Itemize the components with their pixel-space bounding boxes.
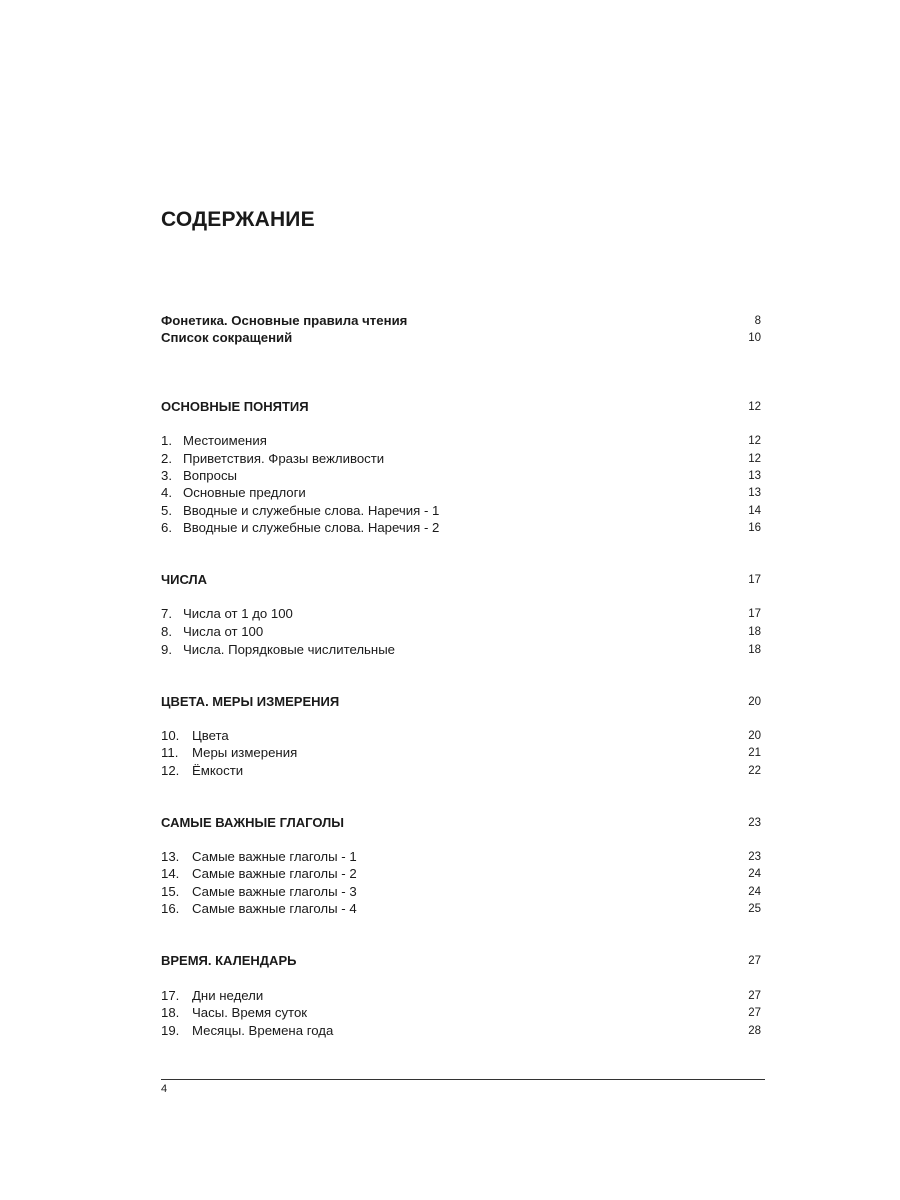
toc-item-label: Приветствия. Фразы вежливости bbox=[183, 451, 385, 466]
section-heading-label: ЧИСЛА bbox=[161, 572, 208, 587]
toc-item[interactable] bbox=[161, 484, 761, 502]
toc-item-number: 2. bbox=[161, 451, 172, 466]
toc-item-page: 12 bbox=[748, 453, 761, 465]
toc-page bbox=[161, 0, 765, 1200]
toc-section-heading[interactable] bbox=[161, 952, 761, 970]
section-heading-label: ОСНОВНЫЕ ПОНЯТИЯ bbox=[161, 399, 309, 414]
toc-item-number: 5. bbox=[161, 503, 172, 518]
toc-item[interactable] bbox=[161, 883, 761, 901]
toc-item-number: 13. bbox=[161, 849, 180, 864]
toc-item-page: 20 bbox=[748, 730, 761, 742]
section-heading-label: ВРЕМЯ. КАЛЕНДАРЬ bbox=[161, 953, 297, 968]
toc-item-label: Местоимения bbox=[183, 433, 267, 448]
toc-item[interactable] bbox=[161, 467, 761, 485]
toc-item-label: Часы. Время суток bbox=[192, 1005, 308, 1020]
toc-item-number: 6. bbox=[161, 520, 172, 535]
toc-item[interactable] bbox=[161, 1022, 761, 1040]
toc-item-page: 22 bbox=[748, 765, 761, 777]
toc-entry-abbreviations[interactable] bbox=[161, 329, 761, 347]
toc-item-page: 12 bbox=[748, 435, 761, 447]
toc-item-page: 18 bbox=[748, 626, 761, 638]
toc-item-number: 14. bbox=[161, 866, 180, 881]
toc-section-heading[interactable] bbox=[161, 814, 761, 832]
toc-section-heading[interactable] bbox=[161, 398, 761, 416]
toc-item-label: Основные предлоги bbox=[183, 485, 306, 500]
toc-item[interactable] bbox=[161, 865, 761, 883]
toc-item[interactable] bbox=[161, 727, 761, 745]
page-number: 4 bbox=[161, 1083, 168, 1095]
toc-item-label: Самые важные глаголы - 2 bbox=[192, 866, 357, 881]
toc-item-page: 24 bbox=[748, 886, 761, 898]
footer-divider bbox=[161, 1079, 765, 1080]
toc-item[interactable] bbox=[161, 450, 761, 468]
toc-entry-phonetics[interactable] bbox=[161, 312, 761, 330]
toc-item-label: Дни недели bbox=[192, 988, 264, 1003]
toc-item-number: 7. bbox=[161, 606, 172, 621]
toc-item-label: Числа. Порядковые числительные bbox=[183, 642, 396, 657]
toc-item[interactable] bbox=[161, 502, 761, 520]
toc-item-number: 3. bbox=[161, 468, 172, 483]
toc-item-label: Самые важные глаголы - 1 bbox=[192, 849, 357, 864]
toc-item-number: 1. bbox=[161, 433, 172, 448]
toc-item-page: 14 bbox=[748, 505, 761, 517]
toc-entry-label: Фонетика. Основные правила чтения bbox=[161, 313, 408, 328]
toc-item-label: Самые важные глаголы - 3 bbox=[192, 884, 357, 899]
toc-item-number: 15. bbox=[161, 884, 180, 899]
toc-item-number: 4. bbox=[161, 485, 172, 500]
toc-item-label: Цвета bbox=[192, 728, 229, 743]
toc-item-label: Месяцы. Времена года bbox=[192, 1023, 334, 1038]
toc-item-page: 16 bbox=[748, 522, 761, 534]
toc-item[interactable] bbox=[161, 762, 761, 780]
toc-item-number: 10. bbox=[161, 728, 180, 743]
toc-item-label: Ёмкости bbox=[192, 763, 244, 778]
toc-item-page: 27 bbox=[748, 1007, 761, 1019]
section-heading-page: 12 bbox=[748, 401, 761, 413]
toc-item-label: Числа от 100 bbox=[183, 624, 264, 639]
toc-item-page: 17 bbox=[748, 608, 761, 620]
toc-item-label: Вопросы bbox=[183, 468, 238, 483]
toc-item-number: 17. bbox=[161, 988, 180, 1003]
section-heading-label: САМЫЕ ВАЖНЫЕ ГЛАГОЛЫ bbox=[161, 815, 344, 830]
section-heading-label: ЦВЕТА. МЕРЫ ИЗМЕРЕНИЯ bbox=[161, 694, 340, 709]
toc-item-page: 28 bbox=[748, 1025, 761, 1037]
toc-item-page: 24 bbox=[748, 868, 761, 880]
toc-item[interactable] bbox=[161, 605, 761, 623]
toc-entry-page: 8 bbox=[754, 315, 761, 327]
toc-item-page: 13 bbox=[748, 470, 761, 482]
toc-item-number: 12. bbox=[161, 763, 180, 778]
toc-item-page: 18 bbox=[748, 644, 761, 656]
section-heading-page: 23 bbox=[748, 817, 761, 829]
toc-entry-label: Список сокращений bbox=[161, 330, 293, 345]
toc-item[interactable] bbox=[161, 1004, 761, 1022]
toc-item[interactable] bbox=[161, 432, 761, 450]
toc-item-label: Вводные и служебные слова. Наречия - 1 bbox=[183, 503, 440, 518]
toc-title: СОДЕРЖАНИЕ bbox=[161, 208, 315, 231]
toc-item-number: 11. bbox=[161, 745, 179, 760]
toc-item[interactable] bbox=[161, 519, 761, 537]
toc-item-page: 13 bbox=[748, 487, 761, 499]
toc-item[interactable] bbox=[161, 987, 761, 1005]
toc-item[interactable] bbox=[161, 900, 761, 918]
toc-item-number: 8. bbox=[161, 624, 172, 639]
toc-item-number: 16. bbox=[161, 901, 180, 916]
toc-item-page: 25 bbox=[748, 903, 761, 915]
section-heading-page: 27 bbox=[748, 955, 761, 967]
toc-item-label: Самые важные глаголы - 4 bbox=[192, 901, 357, 916]
toc-item[interactable] bbox=[161, 641, 761, 659]
toc-item-page: 21 bbox=[748, 747, 761, 759]
toc-entry-page: 10 bbox=[748, 332, 761, 344]
toc-item-label: Вводные и служебные слова. Наречия - 2 bbox=[183, 520, 440, 535]
toc-item[interactable] bbox=[161, 848, 761, 866]
section-heading-page: 20 bbox=[748, 696, 761, 708]
toc-item-page: 23 bbox=[748, 851, 761, 863]
toc-item-number: 19. bbox=[161, 1023, 180, 1038]
toc-item-label: Числа от 1 до 100 bbox=[183, 606, 293, 621]
toc-item-label: Меры измерения bbox=[192, 745, 298, 760]
section-heading-page: 17 bbox=[748, 574, 761, 586]
toc-item-number: 9. bbox=[161, 642, 172, 657]
toc-item[interactable] bbox=[161, 623, 761, 641]
toc-section-heading[interactable] bbox=[161, 571, 761, 589]
toc-item-number: 18. bbox=[161, 1005, 180, 1020]
toc-section-heading[interactable] bbox=[161, 693, 761, 711]
toc-item[interactable] bbox=[161, 744, 761, 762]
toc-item-page: 27 bbox=[748, 990, 761, 1002]
